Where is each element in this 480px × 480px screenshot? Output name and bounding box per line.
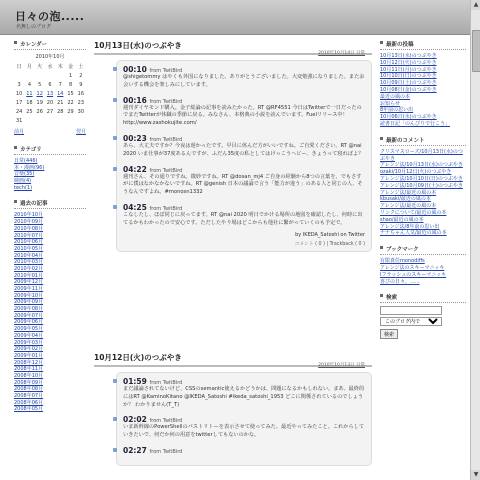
calendar-weekday: 木 bbox=[57, 64, 63, 70]
category-link[interactable]: 本・漫画(96) bbox=[14, 164, 45, 171]
calendar-day: 7 bbox=[58, 81, 62, 88]
category-link[interactable]: 映画(4) bbox=[14, 178, 32, 185]
scroll-up-arrow-icon[interactable]: ▲ bbox=[471, 0, 480, 10]
recent-comment-link[interactable]: アレンジ法/10月13日(水)のつぶやき bbox=[380, 162, 463, 169]
calendar-month: 2010年10月 bbox=[35, 54, 65, 60]
calendar-weekday: 日 bbox=[16, 64, 22, 70]
archive-link[interactable]: 2010年02月 bbox=[14, 265, 44, 272]
archive-link[interactable]: 2009年01月 bbox=[14, 352, 44, 359]
main-content bbox=[94, 40, 372, 455]
entry-title[interactable]: 10月12日(火)のつぶやき bbox=[94, 352, 372, 367]
calendar-day[interactable]: 13 bbox=[46, 90, 54, 97]
tweet-header bbox=[123, 377, 365, 386]
tweet-text: こなしたし、ほぼ同じに戻ってます。RT @nai 2020 明日でかける場所の地図を確認したし、何時に出てるかもわかったので安心です。ただしたやり場はどこからも他社に繋がっていくのも予定で。 bbox=[123, 211, 363, 226]
calendar-weekday: 土 bbox=[78, 64, 84, 70]
archive-list bbox=[14, 212, 86, 413]
calendar-day: 28 bbox=[57, 108, 64, 115]
site-subtitle: 名無しのブログ bbox=[16, 24, 52, 30]
bookmarks-heading: ブックマーク bbox=[380, 245, 466, 255]
calendar-day[interactable]: 12 bbox=[36, 90, 43, 97]
archive-link[interactable]: 2008年08月 bbox=[14, 386, 44, 393]
site-title[interactable]: 日々の泡..... bbox=[15, 10, 85, 23]
recent-comments-list bbox=[380, 149, 466, 237]
recent-entry-link[interactable]: 最近の風の本 bbox=[380, 93, 411, 100]
tweet-source: from TwitBird bbox=[149, 98, 183, 105]
calendar-day: 17 bbox=[15, 99, 23, 106]
archive-link[interactable]: 2009年07月 bbox=[14, 312, 44, 319]
recent-comment-link[interactable]: リンクについて/最近の風の本 bbox=[380, 209, 447, 216]
right-sidebar bbox=[380, 40, 466, 347]
archive-link[interactable]: 2009年03月 bbox=[14, 339, 44, 346]
tweet-header bbox=[123, 134, 365, 143]
calendar-next-link[interactable]: 翌月 bbox=[75, 129, 86, 135]
archive-link[interactable]: 2008年07月 bbox=[14, 393, 44, 399]
entry-meta[interactable]: 2010年10月14日 日常 bbox=[318, 51, 365, 56]
calendar-day bbox=[45, 71, 55, 80]
archive-link[interactable]: 2008年05月 bbox=[14, 406, 44, 413]
calendar-day bbox=[76, 116, 86, 125]
scrollbar[interactable] bbox=[470, 0, 480, 480]
recent-entries-list bbox=[380, 53, 466, 128]
tweet-source: from TwitBird bbox=[149, 205, 183, 212]
tweet-item bbox=[123, 96, 365, 128]
tweet-source: from TwitBird bbox=[149, 68, 183, 74]
calendar-day: 2 bbox=[79, 72, 83, 79]
calendar-day bbox=[55, 71, 65, 80]
entry-meta[interactable]: 2010年10月13日 日常 bbox=[318, 363, 365, 368]
tweet-item bbox=[123, 446, 365, 455]
calendar-day: 23 bbox=[77, 99, 85, 106]
calendar-day bbox=[35, 71, 45, 80]
recent-entry-link[interactable]: 10月11日(月)のつぶやき bbox=[380, 66, 437, 73]
category-list bbox=[14, 158, 86, 191]
calendar-weekday: 金 bbox=[68, 64, 74, 70]
calendar-day bbox=[24, 116, 34, 125]
left-sidebar bbox=[14, 40, 86, 413]
recent-entry-link[interactable]: 10月08日(金)のつぶやき bbox=[380, 86, 437, 93]
calendar-prev-link[interactable]: 前月 bbox=[14, 129, 25, 135]
tweet-header bbox=[123, 203, 365, 212]
tweet-time: 00:16 bbox=[123, 95, 147, 105]
category-heading: カテゴリ bbox=[14, 145, 86, 155]
tweet-item bbox=[123, 65, 365, 90]
calendar-day: 27 bbox=[46, 108, 54, 115]
tweet-time: 02:27 bbox=[123, 445, 147, 455]
calendar-day bbox=[35, 116, 45, 125]
archive-link[interactable]: 2008年12月 bbox=[14, 359, 44, 366]
entry-body bbox=[116, 51, 372, 252]
archive-link[interactable]: 2009年12月 bbox=[14, 279, 44, 286]
calendar-weekday: 火 bbox=[37, 64, 43, 70]
tweet-item bbox=[123, 377, 365, 409]
calendar-day bbox=[45, 116, 55, 125]
search-scope-select[interactable] bbox=[380, 317, 442, 326]
archive-link[interactable]: 2009年10月 bbox=[14, 292, 44, 299]
recent-comment-link[interactable]: ナナちゃん人気/最近の風の本 bbox=[380, 230, 447, 237]
archive-link[interactable]: 2009年02月 bbox=[14, 346, 44, 353]
tweet-text: 週刊ダイヤモンド購入。金子総論の記事を読みたかった。RT @RF4551 今日はTwitterで一日だったのでまたTwitterが休職の季節に戻る。みなさん、本格典の小説を読んでいます。Fuelリリース中！ http://www.zashokujite.com/ bbox=[123, 104, 362, 127]
archive-link[interactable]: 2009年06月 bbox=[14, 319, 44, 326]
tweet-header bbox=[123, 96, 365, 105]
tweet-header bbox=[123, 415, 365, 424]
tweet-text: あら、大丈夫ですか？今夜は遅かったです。早目に休んだ方がいいですね。ご自愛ください。RT @nai 2020 いま仕事が37度あるんですが、ふだん35度の私としてはけっこうヘビー、きょうって寝ればよ？ bbox=[123, 142, 364, 157]
site-header bbox=[0, 0, 470, 35]
calendar-day: 9 bbox=[79, 81, 83, 88]
calendar-day: 21 bbox=[57, 99, 64, 106]
calendar-day bbox=[65, 116, 75, 125]
tweet-item bbox=[123, 134, 365, 159]
archive-link[interactable]: 2010年03月 bbox=[14, 259, 44, 266]
tweet-source: from TwitBird bbox=[149, 418, 183, 425]
search-heading: 検索 bbox=[380, 293, 466, 303]
archive-link[interactable]: 2010年01月 bbox=[14, 272, 44, 279]
calendar-weekday: 月 bbox=[26, 64, 32, 70]
calendar-day: 29 bbox=[67, 108, 74, 115]
recent-entry-link[interactable]: 10月06日(水)のつぶやき bbox=[380, 114, 437, 121]
tweet-text: 週刊さん、その通りですね。微妙ですね。RT @dosan_mj4 ご自身の経験から8つの言葉を、でもさすがに僕はなかなかないですね。RT @genish 日本の議論で言う「能力が違う」のある人と同じの人、そうなんですよね。#monosn1332 bbox=[123, 173, 363, 196]
bookmark-link[interactable]: 喜びの日々、...... bbox=[380, 278, 420, 285]
tweet-time: 04:22 bbox=[123, 164, 147, 174]
recent-comment-link[interactable]: アレンジ法/10月10日(日)のつぶやき bbox=[380, 175, 463, 182]
calendar-weekday: 水 bbox=[47, 64, 53, 70]
recent-comment-link[interactable]: アレンジ法/最近の風の本 bbox=[380, 203, 437, 210]
recent-comment-link[interactable]: アレンジ法/8年前の思い出 bbox=[380, 223, 440, 230]
tweet-text: @shigetommy はやくも外国になりました。ありがとうございました。大変勉強になりました。またお会いする機会を楽しみにしています。 bbox=[123, 74, 365, 88]
recent-entry-link[interactable]: 10月10日(日)のつぶやき bbox=[380, 73, 437, 80]
archive-link[interactable]: 2008年06月 bbox=[14, 399, 44, 406]
calendar-day: 26 bbox=[36, 108, 43, 115]
archive-link[interactable]: 2010年08月 bbox=[14, 225, 44, 232]
category-link[interactable]: 音楽(35) bbox=[14, 171, 35, 178]
calendar-day: 20 bbox=[46, 99, 54, 106]
entry-footer[interactable]: コメント ( 0 ) | Trackback ( 0 ) bbox=[294, 241, 365, 247]
archive-link[interactable]: 2010年10月 bbox=[14, 212, 44, 219]
calendar-day: 24 bbox=[15, 108, 23, 115]
recent-entry-link[interactable]: 読書日記「のんびりで行こう」 bbox=[380, 120, 451, 127]
calendar-day bbox=[14, 71, 24, 80]
archive-link[interactable]: 2009年04月 bbox=[14, 332, 44, 339]
search-button[interactable]: 検索 bbox=[380, 329, 398, 339]
tweet-time: 00:10 bbox=[123, 65, 147, 74]
calendar-day: 30 bbox=[77, 108, 85, 115]
tweet-item bbox=[123, 165, 365, 197]
archive-link[interactable]: 2008年10月 bbox=[14, 372, 44, 379]
calendar-day: 19 bbox=[36, 99, 43, 106]
recent-comment-link[interactable]: クリスマスローズ/10月13日(水)のつぶやき bbox=[380, 148, 463, 162]
archive-link[interactable]: 2010年06月 bbox=[14, 239, 44, 246]
archive-link[interactable]: 2010年04月 bbox=[14, 252, 44, 259]
calendar-day: 4 bbox=[27, 81, 32, 88]
recent-entry-link[interactable]: 10月09日(土)のつぶやき bbox=[380, 80, 437, 87]
scroll-thumb[interactable] bbox=[472, 30, 480, 72]
archive-heading: 過去の記事 bbox=[14, 199, 86, 209]
calendar-heading: カレンダー bbox=[14, 40, 86, 50]
recent-entry-link[interactable]: お知らせ bbox=[380, 100, 400, 107]
tweet-header bbox=[123, 165, 365, 174]
calendar-day[interactable]: 11 bbox=[26, 90, 33, 97]
calendar-day bbox=[24, 71, 34, 80]
recent-comment-link[interactable]: shao/最近の風の本 bbox=[380, 216, 424, 223]
bookmarks-list bbox=[380, 258, 466, 285]
category-link[interactable]: tech(1) bbox=[14, 184, 33, 191]
tweet-time: 01:59 bbox=[123, 377, 147, 386]
calendar-day: 3 bbox=[17, 81, 21, 88]
calendar-day: 16 bbox=[77, 90, 85, 97]
archive-link[interactable]: 2010年05月 bbox=[14, 245, 44, 252]
day-entry bbox=[94, 40, 372, 252]
calendar-day: 22 bbox=[67, 99, 74, 106]
archive-link[interactable]: 2009年11月 bbox=[14, 286, 44, 292]
recent-comment-link[interactable]: kbusaki/最近の風の本 bbox=[380, 196, 431, 203]
calendar-day bbox=[55, 116, 65, 125]
entry-byline: by IKEDA_Satoshi on Twitter bbox=[295, 231, 365, 238]
calendar-day: 5 bbox=[38, 81, 42, 88]
archive-link[interactable]: 2009年08月 bbox=[14, 306, 44, 313]
calendar-nav bbox=[14, 128, 86, 135]
category-link[interactable]: 日常(446) bbox=[14, 158, 38, 164]
recent-entry-link[interactable]: 10月13日(水)のつぶやき bbox=[380, 53, 437, 59]
archive-link[interactable]: 2010年09月 bbox=[14, 219, 44, 226]
tweet-text: いま新幹線のPowerShellのパストリトーを表示させて使ってみた。最近やってみたこと。これからしていきたいで、何だか何の用意をtwitterしてもないのかな。 bbox=[123, 424, 365, 439]
tweet-item bbox=[123, 415, 365, 440]
bookmark-link[interactable]: アレンジ法のスキーマニッキ bbox=[380, 264, 445, 271]
tweet-time: 00:23 bbox=[123, 133, 147, 143]
recent-comment-link[interactable]: ozaki/10月12日(火)のつぶやき bbox=[380, 169, 452, 176]
tweet-source: from TwitBird bbox=[149, 380, 183, 386]
tweet-time: 04:25 bbox=[123, 202, 147, 212]
search-input[interactable] bbox=[380, 306, 442, 315]
calendar-day: 8 bbox=[68, 81, 73, 88]
recent-comment-link[interactable]: アレンジ法/最近の風の本 bbox=[380, 189, 437, 196]
archive-link[interactable]: 2008年09月 bbox=[14, 379, 44, 386]
archive-link[interactable]: 2009年05月 bbox=[14, 326, 44, 333]
calendar-day: 15 bbox=[67, 90, 74, 97]
recent-comments-heading: 最新のコメント bbox=[380, 136, 466, 146]
tweet-header bbox=[123, 65, 365, 74]
tweet-time: 02:02 bbox=[123, 415, 147, 425]
tweet-source: from TwitBird bbox=[149, 448, 183, 455]
calendar-day: 25 bbox=[26, 108, 33, 115]
archive-link[interactable]: 2009年09月 bbox=[14, 299, 44, 306]
calendar-day: 31 bbox=[15, 117, 23, 124]
calendar-day: 18 bbox=[26, 99, 33, 106]
entry-body bbox=[116, 363, 372, 466]
calendar-day: 6 bbox=[48, 81, 52, 88]
tweet-source: from TwitBird bbox=[149, 136, 183, 143]
scroll-down-arrow-icon[interactable]: ▼ bbox=[471, 470, 480, 480]
bookmark-link[interactable]: 有限責任monodiffs bbox=[380, 258, 425, 265]
calendar-day[interactable]: 14 bbox=[57, 90, 64, 97]
tweet-header bbox=[123, 446, 365, 455]
recent-entry-link[interactable]: 8年前の思い出 bbox=[380, 107, 414, 114]
recent-entries-heading: 最新の投稿 bbox=[380, 40, 466, 50]
calendar-day: 1 bbox=[68, 72, 73, 79]
tweet-text: まだ議論されてないけど、CSSのsemantic使えるかどうかは、問題になるかもしれない。まあ、最終的にはRT @KaminoKitano @IKEDA_Satoshi #ikeda_satoshi_1953 どこに関係されているのでしょうか？ わかりません(T_T) bbox=[123, 386, 365, 408]
entry-title[interactable]: 10月13日(水)のつぶやき bbox=[94, 40, 372, 55]
calendar bbox=[14, 62, 86, 125]
calendar-day: 10 bbox=[15, 90, 23, 97]
day-entry bbox=[94, 352, 372, 466]
tweet-source: from TwitBird bbox=[149, 167, 183, 174]
recent-entry-link[interactable]: 10月12日(火)のつぶやき bbox=[380, 59, 437, 66]
tweet-item bbox=[123, 203, 365, 228]
recent-comment-link[interactable]: アレンジ法/10月09日(土)のつぶやき bbox=[380, 182, 463, 189]
archive-link[interactable]: 2010年07月 bbox=[14, 232, 44, 239]
archive-link[interactable]: 2008年11月 bbox=[14, 366, 44, 373]
bookmark-link[interactable]: Iフラッシュのスキーマニッキ bbox=[380, 271, 447, 278]
